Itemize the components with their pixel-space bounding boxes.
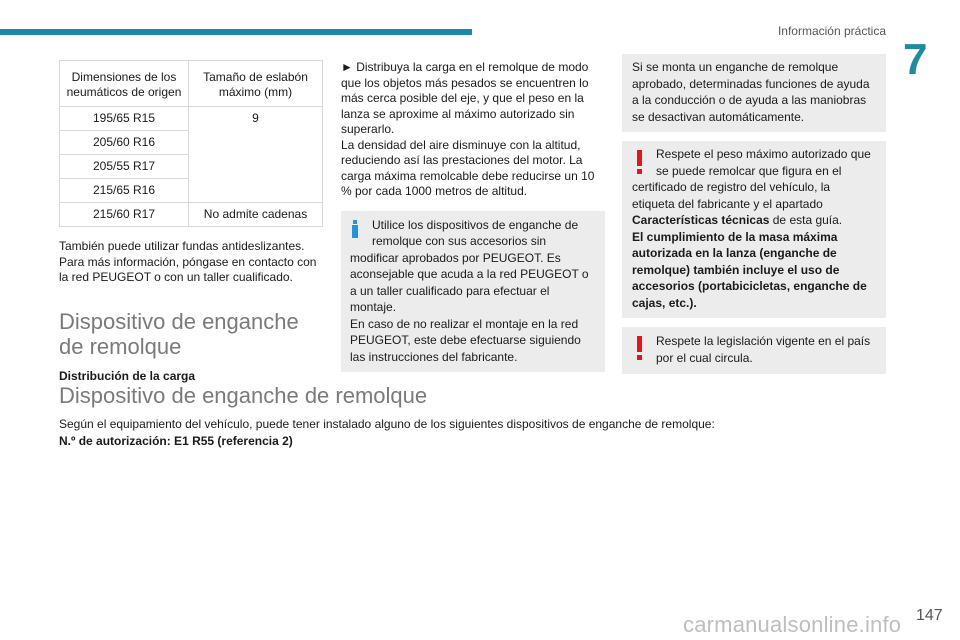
info-box: [341, 211, 605, 373]
approval-number: N.º de autorización: E1 R55 (referencia 2): [59, 434, 293, 448]
body-paragraph: Según el equipamiento del vehículo, puede tener instalado alguno de los siguientes dispositivos de enganche de remolque:: [59, 417, 715, 431]
warning-text: Respete la legislación vigente en el país: [656, 334, 871, 348]
table-cell-merged: 9: [189, 107, 323, 203]
body-paragraph: La densidad del aire disminuye con la altitud, reduciendo así las prestaciones del motor. La carga máxima remolcable debe reducirse un 10 % por cada 1000 metros de altitud.: [341, 137, 595, 198]
warning-text: certificado de registro del vehículo, la etiqueta del fabricante y el apartado: [632, 180, 831, 211]
table-cell: 215/60 R17: [60, 203, 189, 227]
warning-box: [622, 327, 886, 374]
subheading: Distribución de la carga: [59, 368, 196, 383]
header-accent-bar: [0, 29, 472, 35]
info-icon: [351, 220, 359, 238]
table-row: [60, 203, 323, 227]
section-heading: Dispositivo de enganche de remolque: [59, 308, 299, 359]
bullet-paragraph: ► Distribuya la carga en el remolque de modo que los objetos más pesados se encuentren lo más cerca posible del eje, y que el peso en la lanza se aproxime al máximo autorizado sin superarlo.: [341, 60, 589, 136]
note-box: [622, 54, 886, 132]
chapter-number: 7: [903, 35, 928, 84]
table-header-cell: Dimensiones de los neumáticos de origen: [60, 61, 189, 107]
warning-text-bold: El cumplimiento de la masa máxima autorizada en la lanza (enganche de remolque) también incluye el uso de accesorios (portabicicletas, enganche de cajas, etc.).: [632, 229, 867, 310]
page-number: 147: [916, 607, 943, 624]
note-text: Si se monta un enganche de remolque aprobado, determinadas funciones de ayuda a la conducción o de ayuda a las maniobras se desactivan automáticamente.: [632, 60, 870, 124]
table-row: [60, 107, 323, 131]
info-text: Utilice los dispositivos de enganche de remolque con sus accesorios sin: [372, 217, 579, 248]
warning-text: de esta guía.: [769, 213, 843, 227]
table-header-cell: Tamaño de eslabón máximo (mm): [189, 61, 323, 107]
warning-text: Respete el peso máximo autorizado que se puede remolcar que figura en el: [656, 147, 871, 178]
table-cell: 205/60 R16: [60, 131, 189, 155]
column-right: [622, 54, 886, 383]
info-text: modificar aprobados por PEUGEOT. Es aconsejable que acuda a la red PEUGEOT o a un taller cualificado para efectuar el montaje.: [350, 250, 589, 314]
warning-text-bold: Características técnicas: [632, 213, 770, 227]
info-text: En caso de no realizar el montaje en la red PEUGEOT, este debe efectuarse siguiendo las instrucciones del fabricante.: [350, 316, 581, 364]
section-title: Información práctica: [777, 24, 886, 38]
table-header-row: [60, 61, 323, 107]
warning-icon: [636, 150, 644, 174]
table-cell: 205/55 R17: [60, 155, 189, 179]
body-paragraph: También puede utilizar fundas antideslizantes. Para más información, póngase en contacto con la red PEUGEOT o con un taller cualificado.: [59, 239, 317, 284]
column-left: [59, 60, 323, 383]
warning-box: [622, 141, 886, 318]
bottom-section: [59, 383, 889, 449]
section-heading: Dispositivo de enganche de remolque: [59, 383, 428, 408]
column-middle: [341, 60, 605, 372]
warning-text: por el cual circula.: [656, 350, 753, 365]
watermark: carmanualsonline.info: [683, 612, 902, 637]
warning-icon: [636, 336, 644, 360]
table-cell: 195/65 R15: [60, 107, 189, 131]
table-cell: No admite cadenas: [189, 203, 323, 227]
tire-chain-table: [59, 60, 323, 227]
table-cell: 215/65 R16: [60, 179, 189, 203]
